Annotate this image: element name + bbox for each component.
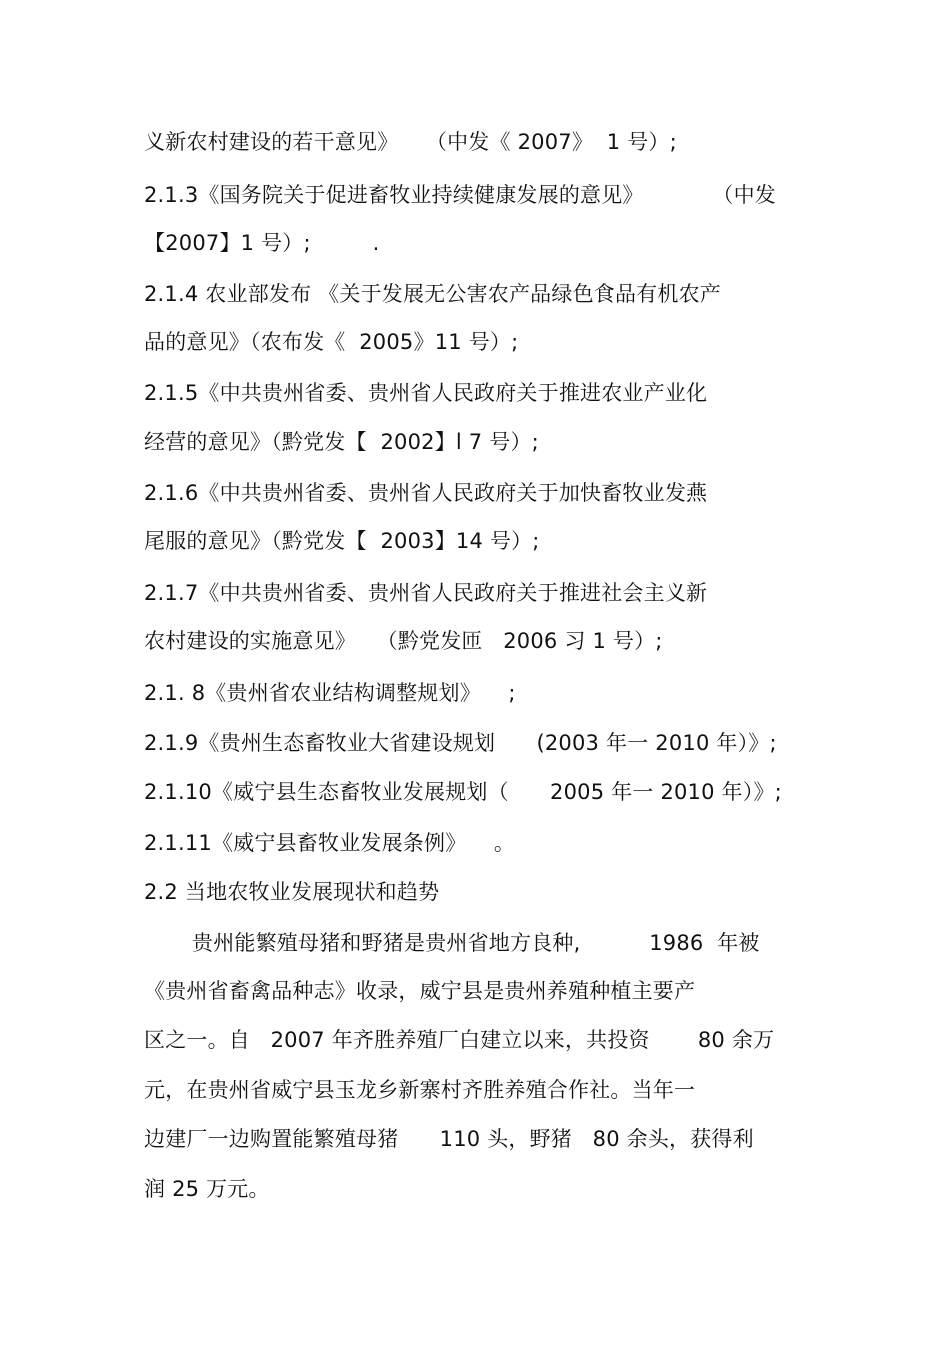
text-line: 品的意见》（农布发《 2005》11 号）; bbox=[144, 330, 519, 354]
text-line: 2.1.6《中共贵州省委、贵州省人民政府关于加快畜牧业发燕 bbox=[144, 481, 708, 505]
text-line: 2.1.11《威宁县畜牧业发展条例》 。 bbox=[144, 831, 516, 855]
paragraph-line: 边建厂一边购置能繁殖母猪 110 头，野猪 80 余头，获得利 bbox=[144, 1127, 754, 1151]
text-line: 经营的意见》（黔党发【 2002】l 7 号）; bbox=[144, 430, 539, 454]
paragraph-line: 贵州能繁殖母猪和野猪是贵州省地方良种, 1986 年被 bbox=[192, 931, 760, 955]
text-line: 农村建设的实施意见》 （黔党发匝 2006 习 1 号）; bbox=[144, 629, 663, 653]
text-line: 2.1. 8《贵州省农业结构调整规划》 ; bbox=[144, 681, 516, 705]
text-line: 2.1.10《威宁县生态畜牧业发展规划（ 2005 年一 2010 年）》; bbox=[144, 780, 782, 804]
text-line: 2.1.7《中共贵州省委、贵州省人民政府关于推进社会主义新 bbox=[144, 581, 708, 605]
text-line: 2.1.5《中共贵州省委、贵州省人民政府关于推进农业产业化 bbox=[144, 381, 708, 405]
section-heading: 2.2 当地农牧业发展现状和趋势 bbox=[144, 880, 440, 904]
paragraph-line: 《贵州省畜禽品种志》收录，威宁县是贵州养殖种植主要产 bbox=[144, 979, 696, 1003]
paragraph-line: 润 25 万元。 bbox=[144, 1177, 270, 1201]
text-line: 尾服的意见》（黔党发【 2003】14 号）; bbox=[144, 529, 540, 553]
paragraph-line: 元，在贵州省威宁县玉龙乡新寨村齐胜养殖合作社。当年一 bbox=[144, 1078, 696, 1102]
text-line: 2.1.4 农业部发布 《关于发展无公害农产品绿色食品有机农产 bbox=[144, 282, 721, 306]
text-line: 2.1.3《国务院关于促进畜牧业持续健康发展的意见》 （中发 bbox=[144, 183, 776, 207]
paragraph-line: 区之一。自 2007 年齐胜养殖厂白建立以来，共投资 80 余万 bbox=[144, 1028, 775, 1052]
text-line: 义新农村建设的若干意见》 （中发《 2007》 1 号）; bbox=[144, 130, 677, 154]
text-line: 2.1.9《贵州生态畜牧业大省建设规划 (2003 年一 2010 年）》; bbox=[144, 731, 777, 755]
text-line: 【2007】1 号）; . bbox=[144, 231, 380, 255]
